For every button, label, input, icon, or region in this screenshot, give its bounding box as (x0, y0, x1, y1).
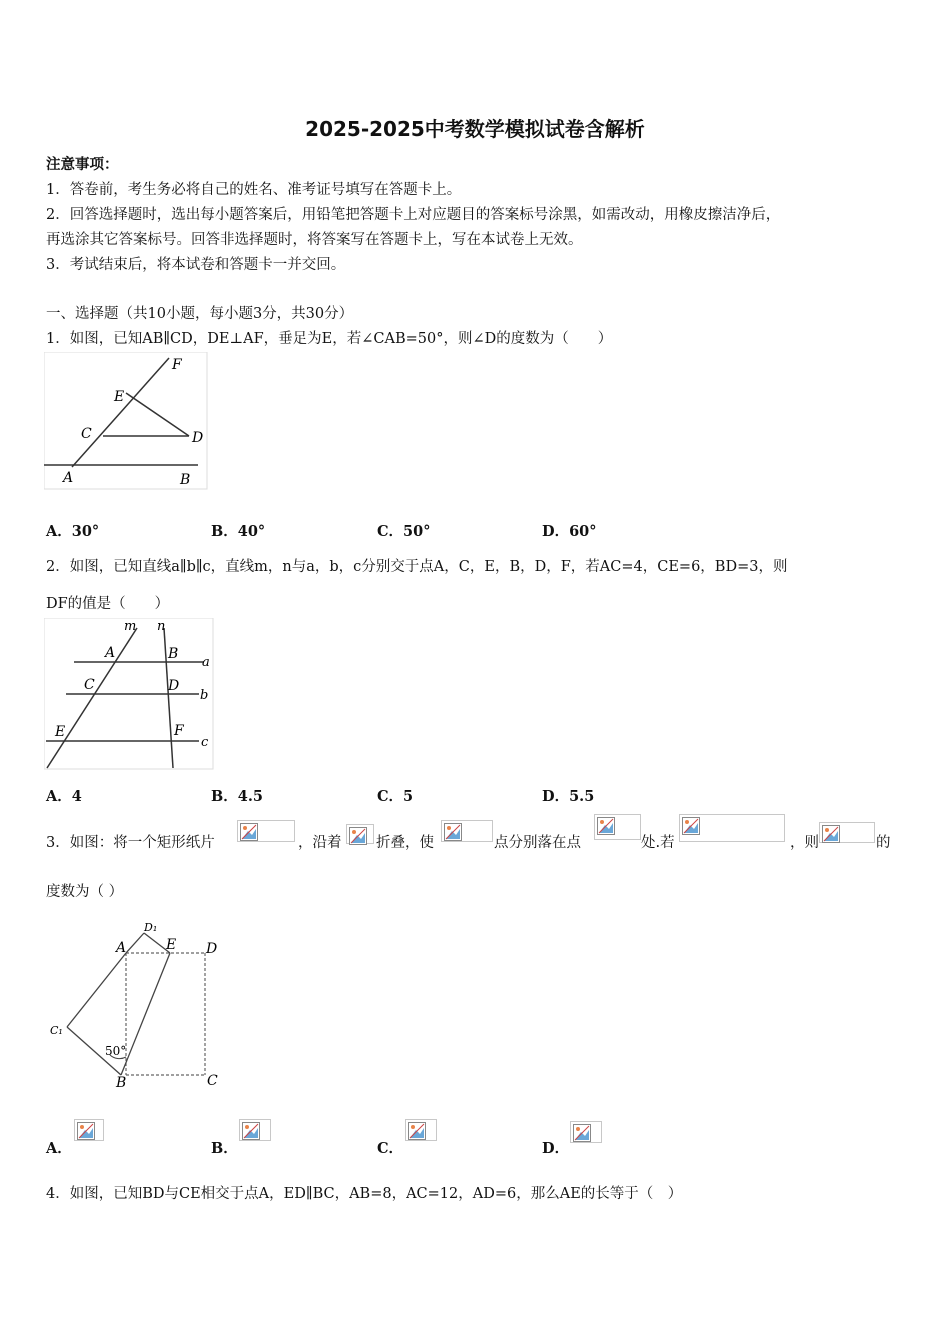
broken-image-icon (570, 1121, 602, 1143)
broken-image-icon (441, 820, 493, 842)
q3-option-b[interactable]: B． (211, 1140, 238, 1157)
label-D: D (192, 430, 204, 446)
broken-image-icon (346, 824, 374, 844)
notice-item: 再选涂其它答案标号。回答非选择题时，将答案写在答题卡上，写在本试卷上无效。 (46, 232, 583, 248)
question-2-figure (44, 618, 214, 770)
label-m: m (124, 619, 137, 634)
label-B: B (116, 1075, 127, 1091)
label-D: D (206, 941, 218, 957)
notice-item: 3．考试结束后，将本试卷和答题卡一并交回。 (46, 257, 346, 273)
q1-option-a[interactable]: A．30° (46, 523, 100, 540)
q2-option-c[interactable]: C．5 (377, 788, 414, 805)
q3-option-c[interactable]: C． (377, 1140, 404, 1157)
broken-image-icon (405, 1119, 437, 1141)
label-C: C (84, 677, 95, 693)
broken-image-icon (237, 820, 295, 842)
broken-image-icon (239, 1119, 271, 1141)
q3-stem-part: 处.若 (641, 835, 675, 851)
q3-stem-part: 折叠，使 (376, 835, 434, 851)
label-A: A (116, 940, 127, 956)
q3-option-d[interactable]: D． (542, 1140, 570, 1157)
question-3-stem-cont: 度数为（ ） (46, 884, 124, 900)
section-heading: 一、选择题（共10小题，每小题3分，共30分） (46, 306, 354, 322)
q3-stem-part: ，沿着 (298, 835, 342, 851)
q1-option-c[interactable]: C．50° (377, 523, 431, 540)
label-C: C (207, 1073, 218, 1089)
broken-image-icon (594, 814, 641, 840)
label-B: B (168, 646, 179, 662)
notice-heading: 注意事项： (46, 156, 119, 173)
broken-image-icon (819, 822, 875, 843)
label-E: E (166, 937, 177, 953)
label-C1: C₁ (50, 1024, 63, 1037)
angle-label: 50° (105, 1044, 127, 1058)
q3-stem-part: 点分别落在点 (494, 835, 581, 851)
label-a: a (202, 655, 210, 670)
q1-option-d[interactable]: D．60° (542, 523, 597, 540)
notice-item: 2．回答选择题时，选出每小题答案后，用铅笔把答题卡上对应题目的答案标号涂黑，如需改动，用橡皮擦洁净后， (46, 207, 781, 223)
label-F: F (172, 357, 182, 373)
label-E: E (114, 389, 125, 405)
label-A: A (63, 470, 74, 486)
q3-stem-part: 3．如图：将一个矩形纸片 (46, 835, 215, 851)
q3-stem-part: 的 (876, 835, 891, 851)
question-1-figure (44, 352, 208, 490)
label-B: B (180, 472, 191, 488)
q1-option-b[interactable]: B．40° (211, 523, 266, 540)
q2-option-b[interactable]: B．4.5 (211, 788, 263, 805)
label-c: c (201, 735, 209, 750)
question-1-stem: 1．如图，已知AB∥CD，DE⊥AF，垂足为E，若∠CAB=50°，则∠D的度数为（ ） (46, 331, 613, 347)
label-A: A (105, 645, 116, 661)
label-b: b (200, 688, 209, 703)
q2-option-d[interactable]: D．5.5 (542, 788, 595, 805)
q3-stem-part: ，则 (790, 835, 819, 851)
question-2-stem: 2．如图，已知直线a∥b∥c，直线m，n与a，b，c分别交于点A，C，E，B，D，F，若AC=4，CE=6，BD=3，则 (46, 559, 788, 575)
label-D: D (168, 678, 180, 694)
label-F: F (174, 723, 184, 739)
q2-option-a[interactable]: A．4 (46, 788, 82, 805)
question-3-figure (44, 915, 224, 1093)
label-D1: D₁ (144, 921, 158, 934)
question-2-stem-cont: DF的值是（ ） (46, 596, 170, 612)
broken-image-icon (74, 1119, 104, 1141)
question-4-stem: 4．如图，已知BD与CE相交于点A，ED∥BC，AB=8，AC=12，AD=6，那么AE的长等于（ ） (46, 1186, 683, 1202)
q3-option-a[interactable]: A． (46, 1140, 72, 1157)
broken-image-icon (679, 814, 785, 842)
label-n: n (157, 619, 166, 634)
notice-item: 1．答卷前，考生务必将自己的姓名、准考证号填写在答题卡上。 (46, 182, 462, 198)
label-E: E (55, 724, 66, 740)
page-title: 2025-2025中考数学模拟试卷含解析 (305, 117, 645, 141)
label-C: C (81, 426, 92, 442)
